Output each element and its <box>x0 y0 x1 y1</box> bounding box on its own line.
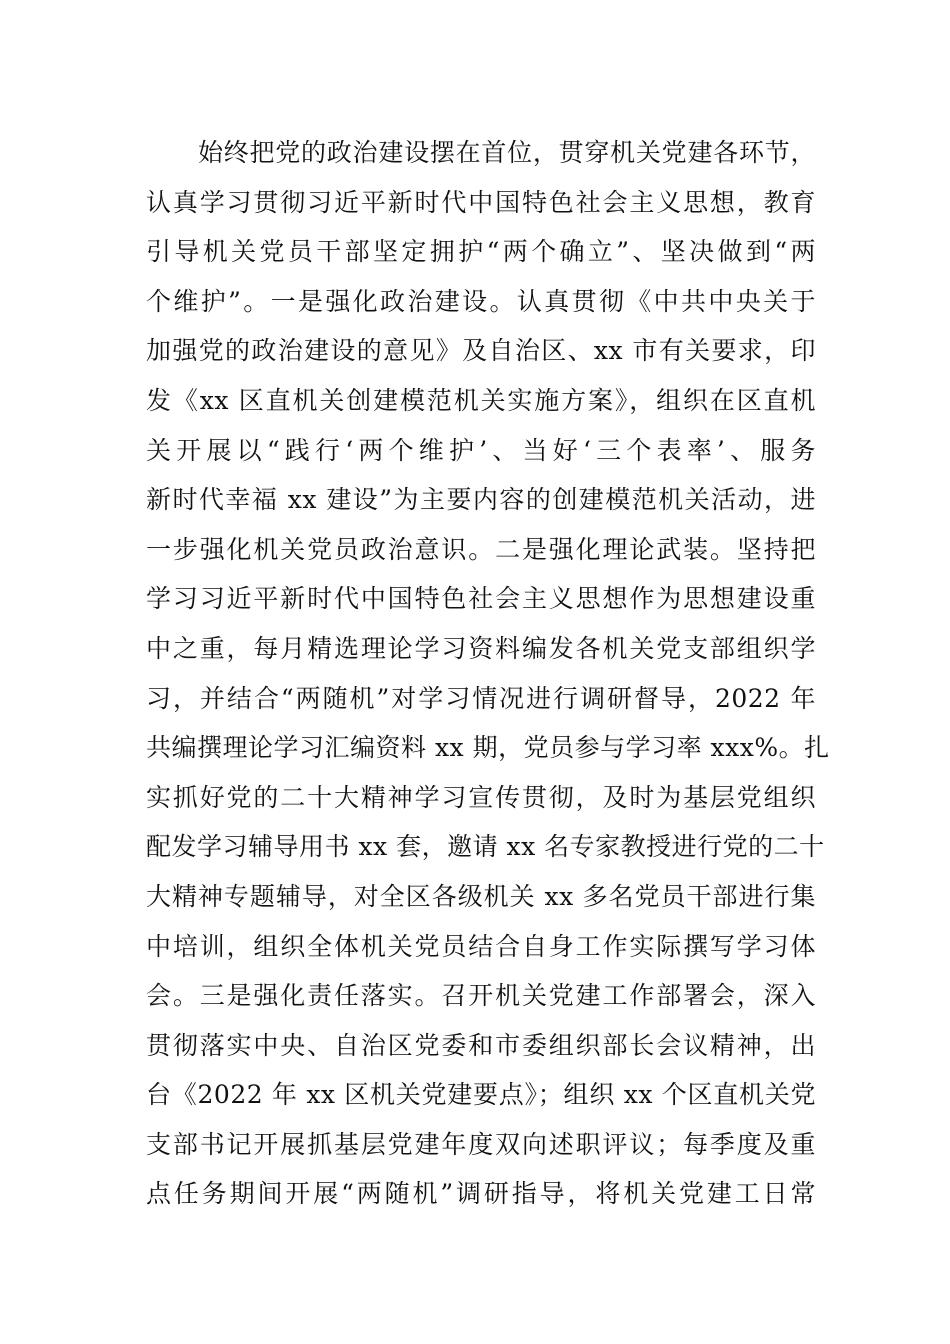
paragraph-line-8: 新时代幸福 xx 建设”为主要内容的创建模范机关活动，进 <box>146 485 816 515</box>
paragraph-line-5: 加强党的政治建设的意见》及自治区、xx 市有关要求，印 <box>146 336 816 366</box>
paragraph-line-7: 关开展以“践行‘两个维护’、当好‘三个表率’、服务 <box>146 435 816 465</box>
paragraph-line-3: 引导机关党员干部坚定拥护“两个确立”、坚决做到“两 <box>146 237 816 267</box>
paragraph-line-2: 认真学习贯彻习近平新时代中国特色社会主义思想，教育 <box>146 187 816 217</box>
body-paragraph <box>146 128 830 1219</box>
paragraph-line-13: 共编撰理论学习汇编资料 xx 期，党员参与学习率 xxx%。扎 <box>146 733 830 763</box>
paragraph-line-22: 点任务期间开展“两随机”调研指导，将机关党建工日常 <box>146 1179 816 1209</box>
paragraph-line-16: 大精神专题辅导，对全区各级机关 xx 多名党员干部进行集 <box>146 881 816 911</box>
paragraph-line-12: 习，并结合“两随机”对学习情况进行调研督导，2022 年 <box>146 683 816 713</box>
paragraph-line-9: 一步强化机关党员政治意识。二是强化理论武装。坚持把 <box>146 534 816 564</box>
paragraph-line-10: 学习习近平新时代中国特色社会主义思想作为思想建设重 <box>146 584 816 614</box>
paragraph-line-18: 会。三是强化责任落实。召开机关党建工作部署会，深入 <box>146 981 816 1011</box>
paragraph-line-14: 实抓好党的二十大精神学习宣传贯彻，及时为基层党组织 <box>146 782 816 812</box>
paragraph-line-6: 发《xx 区直机关创建模范机关实施方案》，组织在区直机 <box>146 385 816 415</box>
paragraph-line-4: 个维护”。一是强化政治建设。认真贯彻《中共中央关于 <box>146 286 816 316</box>
paragraph-line-17: 中培训，组织全体机关党员结合自身工作实际撰写学习体 <box>146 931 816 961</box>
paragraph-line-20: 台《2022 年 xx 区机关党建要点》；组织 xx 个区直机关党 <box>146 1080 816 1110</box>
paragraph-line-1: 始终把党的政治建设摆在首位，贯穿机关党建各环节， <box>198 138 816 167</box>
paragraph-line-11: 中之重，每月精选理论学习资料编发各机关党支部组织学 <box>146 633 816 663</box>
paragraph-line-15: 配发学习辅导用书 xx 套，邀请 xx 名专家教授进行党的二十 <box>146 832 825 862</box>
paragraph-line-21: 支部书记开展抓基层党建年度双向述职评议；每季度及重 <box>146 1129 816 1159</box>
paragraph-line-19: 贯彻落实中央、自治区党委和市委组织部长会议精神，出 <box>146 1030 816 1060</box>
